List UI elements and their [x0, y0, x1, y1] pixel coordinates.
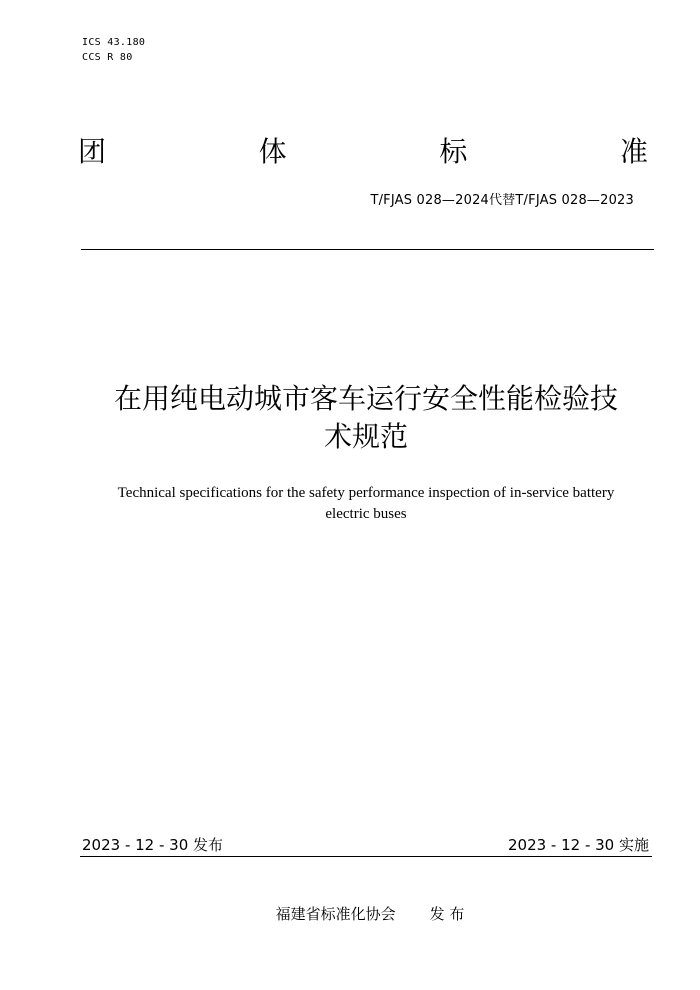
standard-type-char-4: 准 [619, 135, 648, 168]
title-english-line-1: Technical specifications for the safety performance inspection of in-service battery [117, 485, 615, 501]
classification-codes [82, 35, 145, 65]
title-chinese [80, 380, 652, 456]
title-english-line-2: electric buses [325, 506, 407, 522]
title-english [80, 483, 652, 525]
footer-divider [80, 856, 652, 857]
standard-type-heading [78, 134, 648, 170]
standard-type-char-2: 体 [258, 135, 287, 168]
standard-type-char-3: 标 [439, 135, 468, 168]
standard-number: T/FJAS 028—2024代替T/FJAS 028—2023 [370, 193, 634, 208]
title-chinese-line-1: 在用纯电动城市客车运行安全性能检验技 [113, 382, 618, 415]
publisher-org: 福建省标准化协会 [275, 905, 396, 923]
issue-date: 2023 - 12 - 30 发布 [82, 836, 224, 854]
standard-type-char-1: 团 [78, 135, 107, 168]
header-divider [81, 249, 654, 250]
publisher-action: 发 布 [429, 905, 465, 923]
implementation-date: 2023 - 12 - 30 实施 [507, 836, 649, 854]
ccs-code: CCS R 80 [82, 52, 133, 63]
title-chinese-line-2: 术规范 [323, 420, 408, 453]
ics-code: ICS 43.180 [82, 37, 146, 48]
publisher-line [0, 904, 700, 924]
